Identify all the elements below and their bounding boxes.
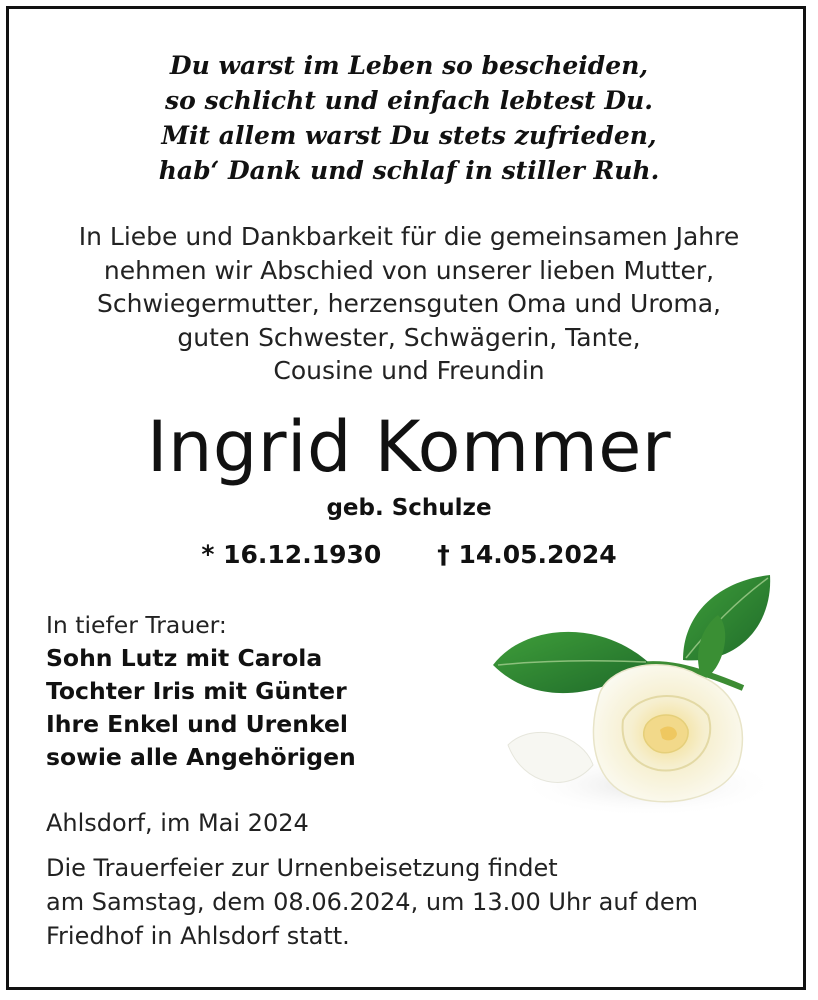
intro-line: nehmen wir Abschied von unserer lieben Mutter, [103,255,715,285]
poem-line: so schlicht und einfach lebtest Du. [165,86,653,115]
poem-line: hab‘ Dank und schlaf in stiller Ruh. [158,156,660,185]
ceremony-line: am Samstag, dem 08.06.2024, um 13.00 Uhr auf dem [46,888,699,916]
mourner-name: Sohn Lutz mit Carola [46,644,323,672]
ceremony-info [46,851,786,953]
birth-date: * 16.12.1930 [201,540,382,569]
intro-line: In Liebe und Dankbarkeit für die gemeinsamen Jahre [78,222,740,251]
intro-line: Cousine und Freundin [273,356,545,385]
death-date: † 14.05.2024 [437,540,617,569]
maiden-name: geb. Schulze [326,495,492,521]
white-rose-image [488,570,778,820]
intro-text [0,220,818,388]
mourners-block [46,609,486,774]
mourners-heading: In tiefer Trauer: [46,611,227,639]
life-dates [0,538,818,572]
mourner-name: Ihre Enkel und Urenkel [46,710,348,738]
poem-line: Du warst im Leben so bescheiden, [169,51,649,80]
mourner-name: Tochter Iris mit Günter [46,677,347,705]
intro-line: guten Schwester, Schwägerin, Tante, [177,322,641,352]
intro-line: Schwiegermutter, herzensguten Oma und Uroma, [97,289,721,318]
deceased-name: Ingrid Kommer [146,406,672,488]
poem-line: Mit allem warst Du stets zufrieden, [161,121,657,150]
ceremony-line: Friedhof in Ahlsdorf statt. [46,922,350,950]
place-and-date: Ahlsdorf, im Mai 2024 [46,809,309,837]
poem [0,48,818,188]
ceremony-line: Die Trauerfeier zur Urnenbeisetzung findet [46,854,558,882]
mourner-name: sowie alle Angehörigen [46,743,356,771]
